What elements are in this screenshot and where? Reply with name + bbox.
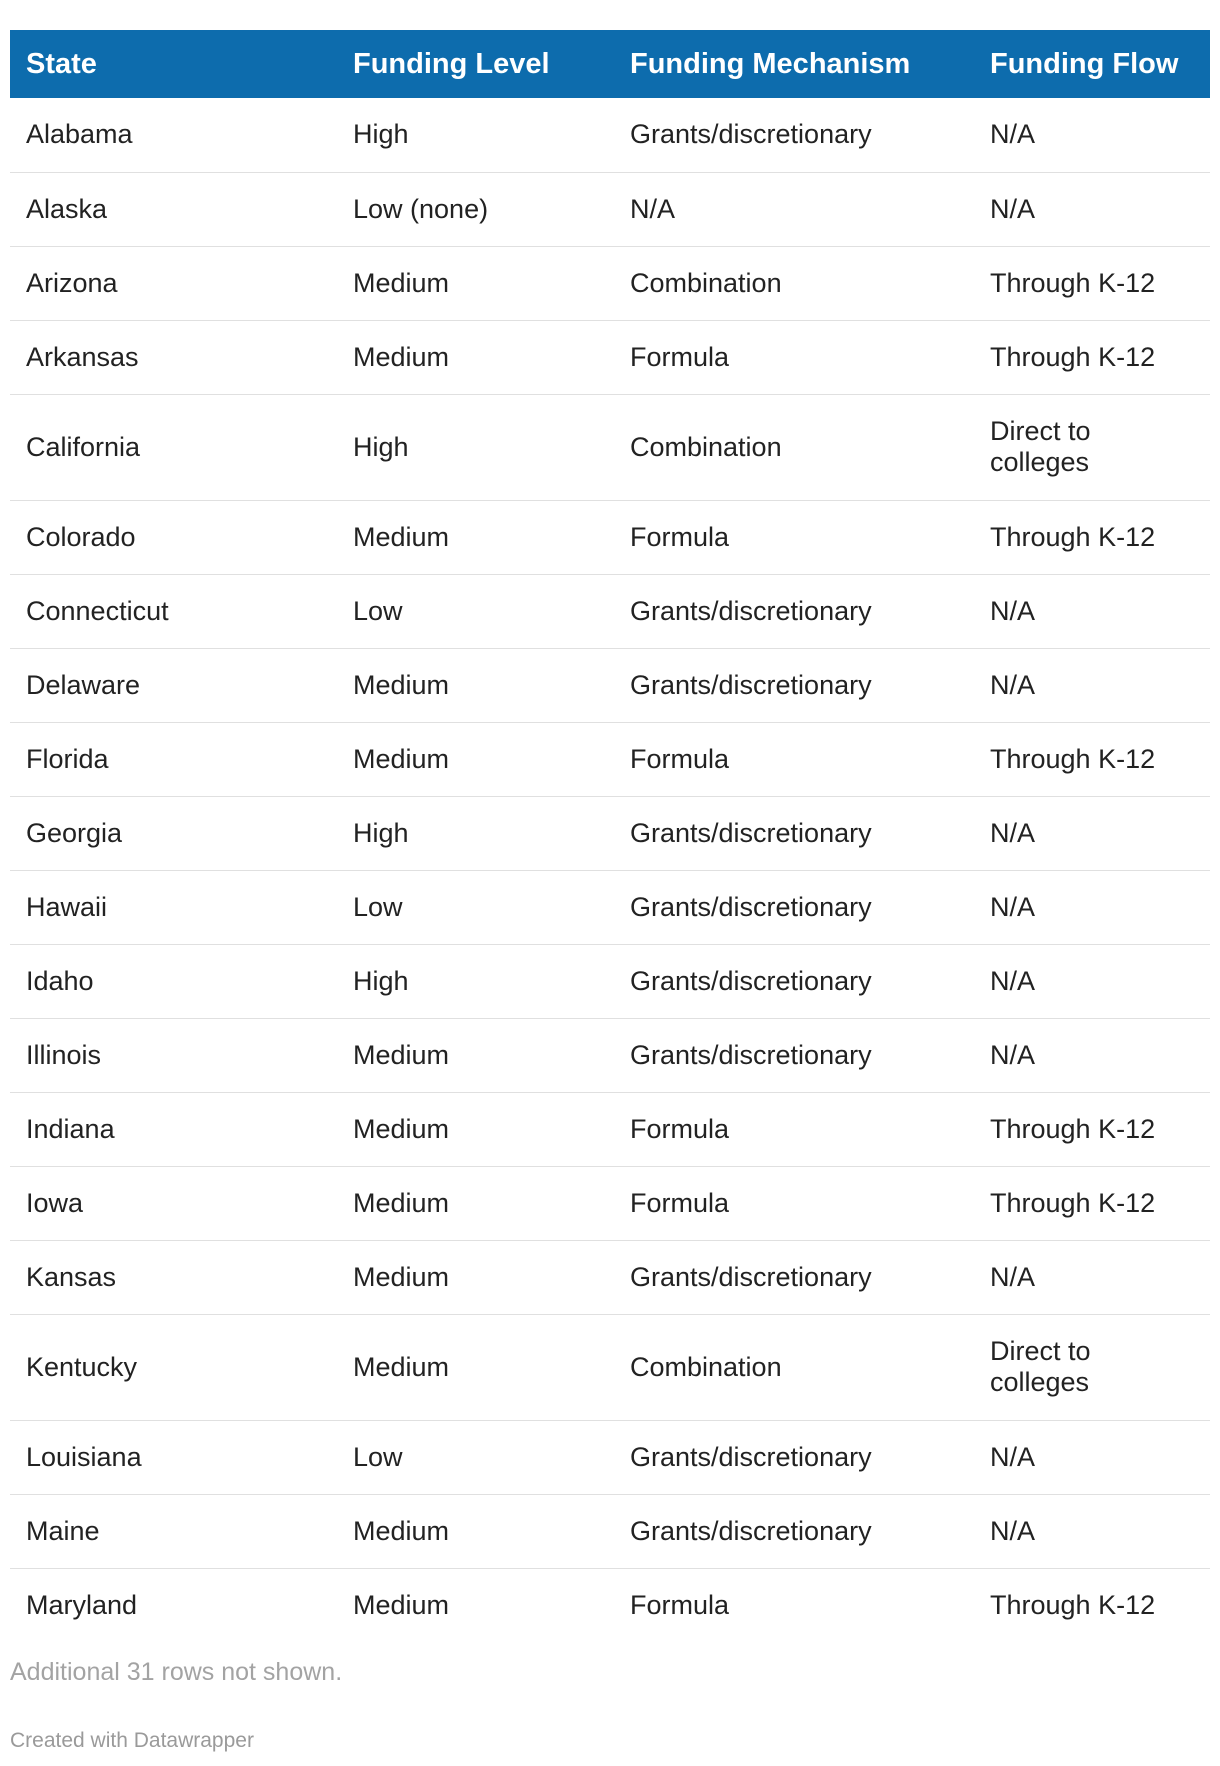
cell-funding-mechanism: Formula [630,1113,730,1144]
cell-funding-level: Medium [353,341,450,372]
cell-funding-mechanism: Grants/discretionary [630,1441,872,1472]
cell-state: Arizona [26,267,118,298]
cell-funding-mechanism: Formula [630,1589,730,1620]
cell-funding-level: Low [353,891,403,922]
table-row [10,1568,1210,1642]
cell-state: Georgia [26,817,123,848]
cell-funding-flow: N/A [990,669,1036,700]
table-row [10,1494,1210,1568]
cell-funding-flow: Through K-12 [990,743,1156,774]
cell-funding-level: Medium [353,1039,450,1070]
cell-state: Connecticut [26,595,169,626]
cell-funding-flow: Direct to colleges [990,416,1091,477]
cell-funding-mechanism: Grants/discretionary [630,965,872,996]
cell-funding-flow: N/A [990,965,1036,996]
table-row [10,1240,1210,1314]
cell-funding-mechanism: Formula [630,521,730,552]
table-row [10,648,1210,722]
cell-state: Iowa [26,1187,84,1218]
table-row [10,320,1210,394]
column-header-state[interactable]: State [26,47,97,80]
table-row [10,870,1210,944]
cell-funding-mechanism: Formula [630,1187,730,1218]
table-row [10,1018,1210,1092]
cell-state: Kentucky [26,1351,138,1382]
table-row [10,574,1210,648]
cell-funding-mechanism: Combination [630,267,782,298]
cell-funding-mechanism: Formula [630,341,730,372]
cell-funding-level: Medium [353,743,450,774]
cell-state: Maine [26,1515,100,1546]
cell-funding-flow: N/A [990,1515,1036,1546]
cell-state: Alabama [26,119,133,150]
cell-state: Louisiana [26,1441,142,1472]
table-header [10,30,1210,98]
data-table [10,30,1210,1642]
cell-state: Idaho [26,965,94,996]
table-row [10,98,1210,172]
table-row [10,796,1210,870]
cell-funding-level: High [353,965,409,996]
table-row [10,246,1210,320]
cell-state: Indiana [26,1113,115,1144]
column-header-funding-level[interactable]: Funding Level [353,47,550,80]
cell-funding-level: High [353,431,409,462]
cell-funding-flow: N/A [990,119,1036,150]
table-row [10,500,1210,574]
cell-funding-level: Low [353,595,403,626]
table-notes: Additional 31 rows not shown. [10,1658,343,1686]
cell-funding-level: Medium [353,1261,450,1292]
cell-funding-mechanism: Grants/discretionary [630,817,872,848]
cell-funding-level: Medium [353,669,450,700]
cell-funding-level: Medium [353,1113,450,1144]
cell-funding-flow: N/A [990,595,1036,626]
cell-funding-mechanism: Formula [630,743,730,774]
cell-state: Florida [26,743,109,774]
table-row [10,1166,1210,1240]
table-row [10,172,1210,246]
cell-funding-flow: N/A [990,817,1036,848]
cell-funding-flow: Direct to colleges [990,1336,1091,1397]
cell-state: Hawaii [26,891,108,922]
cell-funding-level: Low (none) [353,193,489,224]
cell-funding-flow: Through K-12 [990,1589,1156,1620]
cell-funding-mechanism: N/A [630,193,676,224]
cell-funding-level: High [353,119,409,150]
cell-funding-flow: N/A [990,891,1036,922]
cell-funding-mechanism: Combination [630,1351,782,1382]
table-row [10,1314,1210,1420]
table-body [10,98,1210,1642]
datawrapper-credit: Created with Datawrapper [10,1729,254,1752]
table-row [10,944,1210,1018]
cell-funding-level: Medium [353,1351,450,1382]
cell-funding-level: Medium [353,1187,450,1218]
cell-funding-flow: Through K-12 [990,1187,1156,1218]
cell-funding-mechanism: Combination [630,431,782,462]
cell-funding-flow: N/A [990,1039,1036,1070]
cell-state: Arkansas [26,341,139,372]
cell-state: Maryland [26,1589,138,1620]
cell-funding-mechanism: Grants/discretionary [630,1515,872,1546]
cell-funding-mechanism: Grants/discretionary [630,119,872,150]
cell-funding-mechanism: Grants/discretionary [630,1039,872,1070]
column-header-funding-flow[interactable]: Funding Flow [990,47,1179,80]
data-table-container [10,30,1210,1642]
cell-state: Illinois [26,1039,102,1070]
cell-funding-mechanism: Grants/discretionary [630,891,872,922]
cell-funding-level: Medium [353,1515,450,1546]
cell-funding-flow: N/A [990,193,1036,224]
cell-state: Alaska [26,193,108,224]
cell-funding-level: Medium [353,267,450,298]
table-row [10,1092,1210,1166]
cell-funding-flow: Through K-12 [990,341,1156,372]
cell-funding-level: Medium [353,521,450,552]
cell-state: Kansas [26,1261,117,1292]
cell-funding-flow: N/A [990,1261,1036,1292]
cell-funding-level: Medium [353,1589,450,1620]
cell-funding-flow: Through K-12 [990,267,1156,298]
cell-funding-mechanism: Grants/discretionary [630,1261,872,1292]
cell-state: Colorado [26,521,136,552]
cell-funding-mechanism: Grants/discretionary [630,669,872,700]
cell-funding-mechanism: Grants/discretionary [630,595,872,626]
header-row [10,30,1210,98]
cell-funding-flow: Through K-12 [990,1113,1156,1144]
column-header-funding-mechanism[interactable]: Funding Mechanism [630,47,911,80]
cell-funding-flow: N/A [990,1441,1036,1472]
table-row [10,1420,1210,1494]
cell-funding-level: Low [353,1441,403,1472]
cell-funding-level: High [353,817,409,848]
table-row [10,722,1210,796]
cell-funding-flow: Through K-12 [990,521,1156,552]
cell-state: California [26,431,141,462]
table-row [10,394,1210,500]
cell-state: Delaware [26,669,141,700]
